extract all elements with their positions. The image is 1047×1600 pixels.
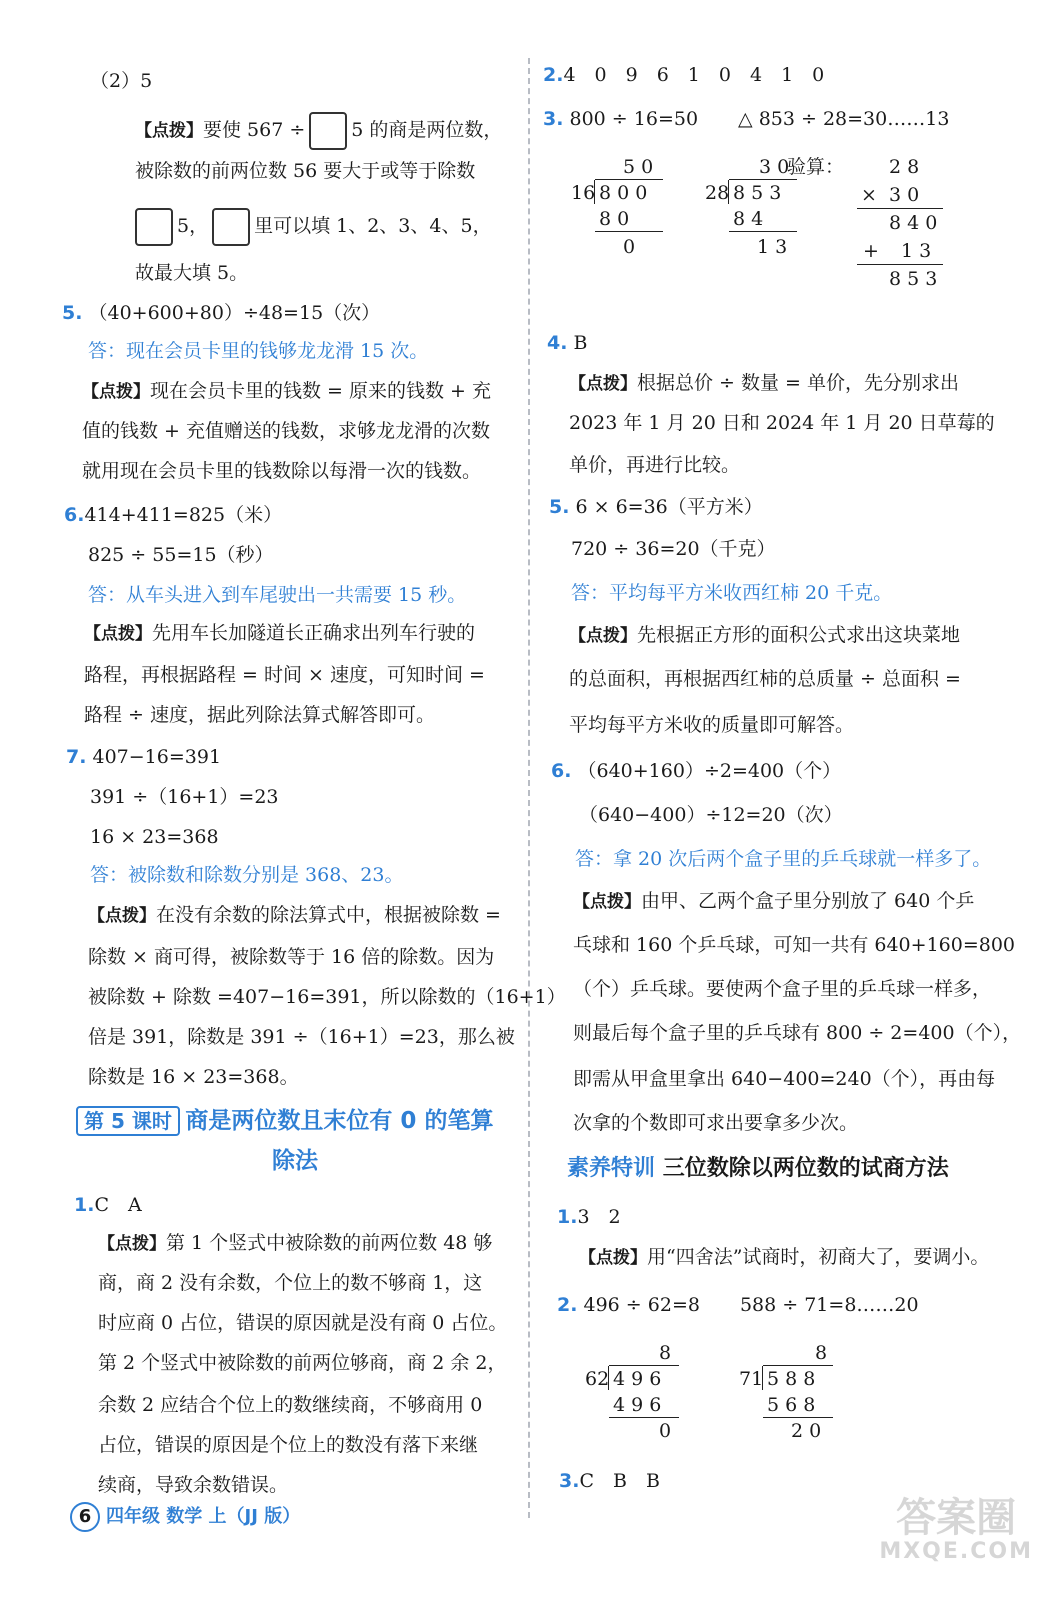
r5-hint-2: 的总面积，再根据西红柿的总质量 ÷ 总面积 = bbox=[569, 668, 961, 690]
r4-hint-3: 单价，再进行比较。 bbox=[569, 454, 741, 476]
q4-hint-line3: 5， 里可以填 1、2、3、4、5， bbox=[131, 208, 492, 246]
r6-hint-1: 【点拨】由甲、乙两个盒子里分别放了 640 个乒 bbox=[573, 890, 975, 912]
q7-equation-2: 391 ÷（16+1）=23 bbox=[90, 786, 279, 808]
q4-hint-line4: 故最大填 5。 bbox=[135, 262, 249, 284]
lesson-badge: 第 5 课时 bbox=[76, 1106, 180, 1136]
q7-answer: 答：被除数和除数分别是 368、23。 bbox=[90, 864, 404, 886]
blank-box bbox=[135, 208, 173, 246]
special-title: 三位数除以两位数的试商方法 bbox=[662, 1156, 949, 1181]
division-bracket bbox=[594, 180, 595, 204]
long-division-800-16: 5 0 16 8 0 0 8 0 0 bbox=[571, 156, 654, 258]
division-bar bbox=[763, 1365, 833, 1366]
r5-equation-1: 5. 6 × 6=36（平方米） bbox=[549, 496, 763, 518]
r5-hint-3: 平均每平方米收的质量即可解答。 bbox=[569, 714, 855, 736]
p1-hint-5: 余数 2 应结合个位上的数继续商，不够商用 0 bbox=[98, 1394, 483, 1416]
r4-hint-1: 【点拨】根据总价 ÷ 数量 = 单价，先分别求出 bbox=[569, 372, 959, 394]
q5-answer: 答：现在会员卡里的钱够龙龙滑 15 次。 bbox=[88, 340, 429, 362]
division-bracket bbox=[762, 1366, 763, 1390]
subtraction-line bbox=[609, 1417, 679, 1418]
q6-equation-1: 6.414+411=825（米） bbox=[64, 504, 283, 526]
watermark-logo: 答案圈 MXQE.COM bbox=[879, 1495, 1033, 1564]
subtraction-line bbox=[595, 231, 663, 232]
long-division-588-71: 8 71 5 8 8 5 6 8 2 0 bbox=[739, 1342, 828, 1442]
page-number: 6 bbox=[70, 1502, 100, 1532]
q4-hint-line2: 被除数的前两位数 56 要大于或等于除数 bbox=[135, 160, 476, 182]
addition-line bbox=[857, 264, 943, 265]
p1-answer: 1.C A bbox=[74, 1194, 142, 1216]
subtraction-line bbox=[729, 231, 797, 232]
r6-hint-6: 次拿的个数即可求出要拿多少次。 bbox=[573, 1112, 859, 1134]
p1-hint-1: 【点拨】第 1 个竖式中被除数的前两位数 48 够 bbox=[98, 1232, 493, 1254]
special-training-header bbox=[567, 1154, 949, 1184]
q7-hint-3: 被除数 + 除数 =407−16=391，所以除数的（16+1） bbox=[88, 986, 566, 1008]
multiplication-line bbox=[857, 208, 943, 209]
hint-tag: 【点拨】 bbox=[135, 121, 203, 141]
r6-hint-3: （个）乒乓球。要使两个盒子里的乒乓球一样多， bbox=[573, 978, 992, 1000]
check-label: 验算： bbox=[787, 156, 845, 178]
r3-equations: 3. 800 ÷ 16=50 △ 853 ÷ 28=30……13 bbox=[543, 108, 950, 130]
division-bar bbox=[595, 179, 663, 180]
s1-hint: 【点拨】用“四舍法”试商时，初商大了，要调小。 bbox=[579, 1246, 990, 1268]
q4-sub2: （2）5 bbox=[90, 70, 153, 92]
p1-hint-4: 第 2 个竖式中被除数的前两位够商，商 2 余 2， bbox=[98, 1352, 507, 1374]
q4-hint-line1: 【点拨】要使 567 ÷ 5 的商是两位数， bbox=[135, 112, 502, 150]
q6-hint-3: 路程 ÷ 速度，据此列除法算式解答即可。 bbox=[84, 704, 436, 726]
s3-answer: 3.C B B bbox=[559, 1470, 660, 1492]
r6-hint-5: 即需从甲盒里拿出 640−400=240（个），再由每 bbox=[573, 1068, 996, 1090]
lesson-title-line1: 商是两位数且末位有 0 的笔算 bbox=[185, 1108, 494, 1134]
r6-hint-2: 乓球和 160 个乒乓球，可知一共有 640+160=800 bbox=[573, 934, 1016, 956]
q5-hint-1: 【点拨】现在会员卡里的钱数 = 原来的钱数 + 充 bbox=[82, 380, 491, 402]
s1-answer: 1.3 2 bbox=[557, 1206, 621, 1228]
r6-equation-2: （640−400）÷12=20（次） bbox=[579, 804, 843, 826]
page-footer bbox=[70, 1502, 300, 1532]
r5-answer: 答：平均每平方米收西红柿 20 千克。 bbox=[571, 582, 893, 604]
q5-hint-3: 就用现在会员卡里的钱数除以每滑一次的钱数。 bbox=[82, 460, 482, 482]
subtraction-line bbox=[763, 1417, 833, 1418]
lesson-title-line2: 除法 bbox=[272, 1148, 318, 1174]
r5-equation-2: 720 ÷ 36=20（千克） bbox=[571, 538, 776, 560]
special-badge: 素养特训 bbox=[567, 1156, 656, 1181]
r2-answer: 2.4 0 9 6 1 0 4 1 0 bbox=[543, 64, 825, 86]
q7-hint-5: 除数是 16 × 23=368。 bbox=[88, 1066, 299, 1088]
s2-equations: 2. 496 ÷ 62=8 588 ÷ 71=8……20 bbox=[557, 1294, 919, 1316]
q7-hint-4: 倍是 391，除数是 391 ÷（16+1）=23，那么被 bbox=[88, 1026, 515, 1048]
q6-hint-2: 路程，再根据路程 = 时间 × 速度，可知时间 = bbox=[84, 664, 485, 686]
r6-answer: 答：拿 20 次后两个盒子里的乒乓球就一样多了。 bbox=[575, 848, 992, 870]
blank-box bbox=[212, 208, 250, 246]
p1-hint-6: 占位，错误的原因是个位上的数没有落下来继 bbox=[98, 1434, 479, 1456]
division-bar bbox=[729, 179, 797, 180]
p1-hint-2: 商，商 2 没有余数，个位上的数不够商 1，这 bbox=[98, 1272, 483, 1294]
book-label: 四年级 数学 上（JJ 版） bbox=[106, 1506, 301, 1527]
blank-box bbox=[309, 112, 347, 150]
r4-answer: 4. B bbox=[547, 332, 588, 354]
q5-hint-2: 值的钱数 + 充值赠送的钱数，求够龙龙滑的次数 bbox=[82, 420, 491, 442]
division-bar bbox=[609, 1365, 679, 1366]
r6-equation-1: 6. （640+160）÷2=400（个） bbox=[551, 760, 842, 782]
q5-equation: 5. （40+600+80）÷48=15（次） bbox=[62, 302, 381, 324]
q6-answer: 答：从车头进入到车尾驶出一共需要 15 秒。 bbox=[88, 584, 467, 606]
division-bracket bbox=[608, 1366, 609, 1390]
check-multiplication: 2 8 × 3 0 8 4 0 + 1 3 8 5 3 bbox=[861, 156, 938, 290]
r5-hint-1: 【点拨】先根据正方形的面积公式求出这块菜地 bbox=[569, 624, 961, 646]
q6-equation-2: 825 ÷ 55=15（秒） bbox=[88, 544, 274, 566]
q6-hint-1: 【点拨】先用车长加隧道长正确求出列车行驶的 bbox=[84, 622, 476, 644]
q7-hint-1: 【点拨】在没有余数的除法算式中，根据被除数 = bbox=[88, 904, 501, 926]
long-division-853-28: 3 0 28 8 5 3 8 4 1 3 bbox=[705, 156, 790, 258]
q7-equation-3: 16 × 23=368 bbox=[90, 826, 219, 848]
r4-hint-2: 2023 年 1 月 20 日和 2024 年 1 月 20 日草莓的 bbox=[569, 412, 995, 434]
column-divider bbox=[528, 58, 530, 1518]
division-bracket bbox=[728, 180, 729, 204]
q7-equation-1: 7. 407−16=391 bbox=[66, 746, 222, 768]
q7-hint-2: 除数 × 商可得，被除数等于 16 倍的除数。因为 bbox=[88, 946, 495, 968]
p1-hint-3: 时应商 0 占位，错误的原因就是没有商 0 占位。 bbox=[98, 1312, 508, 1334]
p1-hint-7: 续商，导致余数错误。 bbox=[98, 1474, 289, 1496]
long-division-496-62: 8 62 4 9 6 4 9 6 0 bbox=[585, 1342, 672, 1442]
lesson-header bbox=[76, 1106, 493, 1136]
r6-hint-4: 则最后每个盒子里的乒乓球有 800 ÷ 2=400（个）， bbox=[573, 1022, 1022, 1044]
